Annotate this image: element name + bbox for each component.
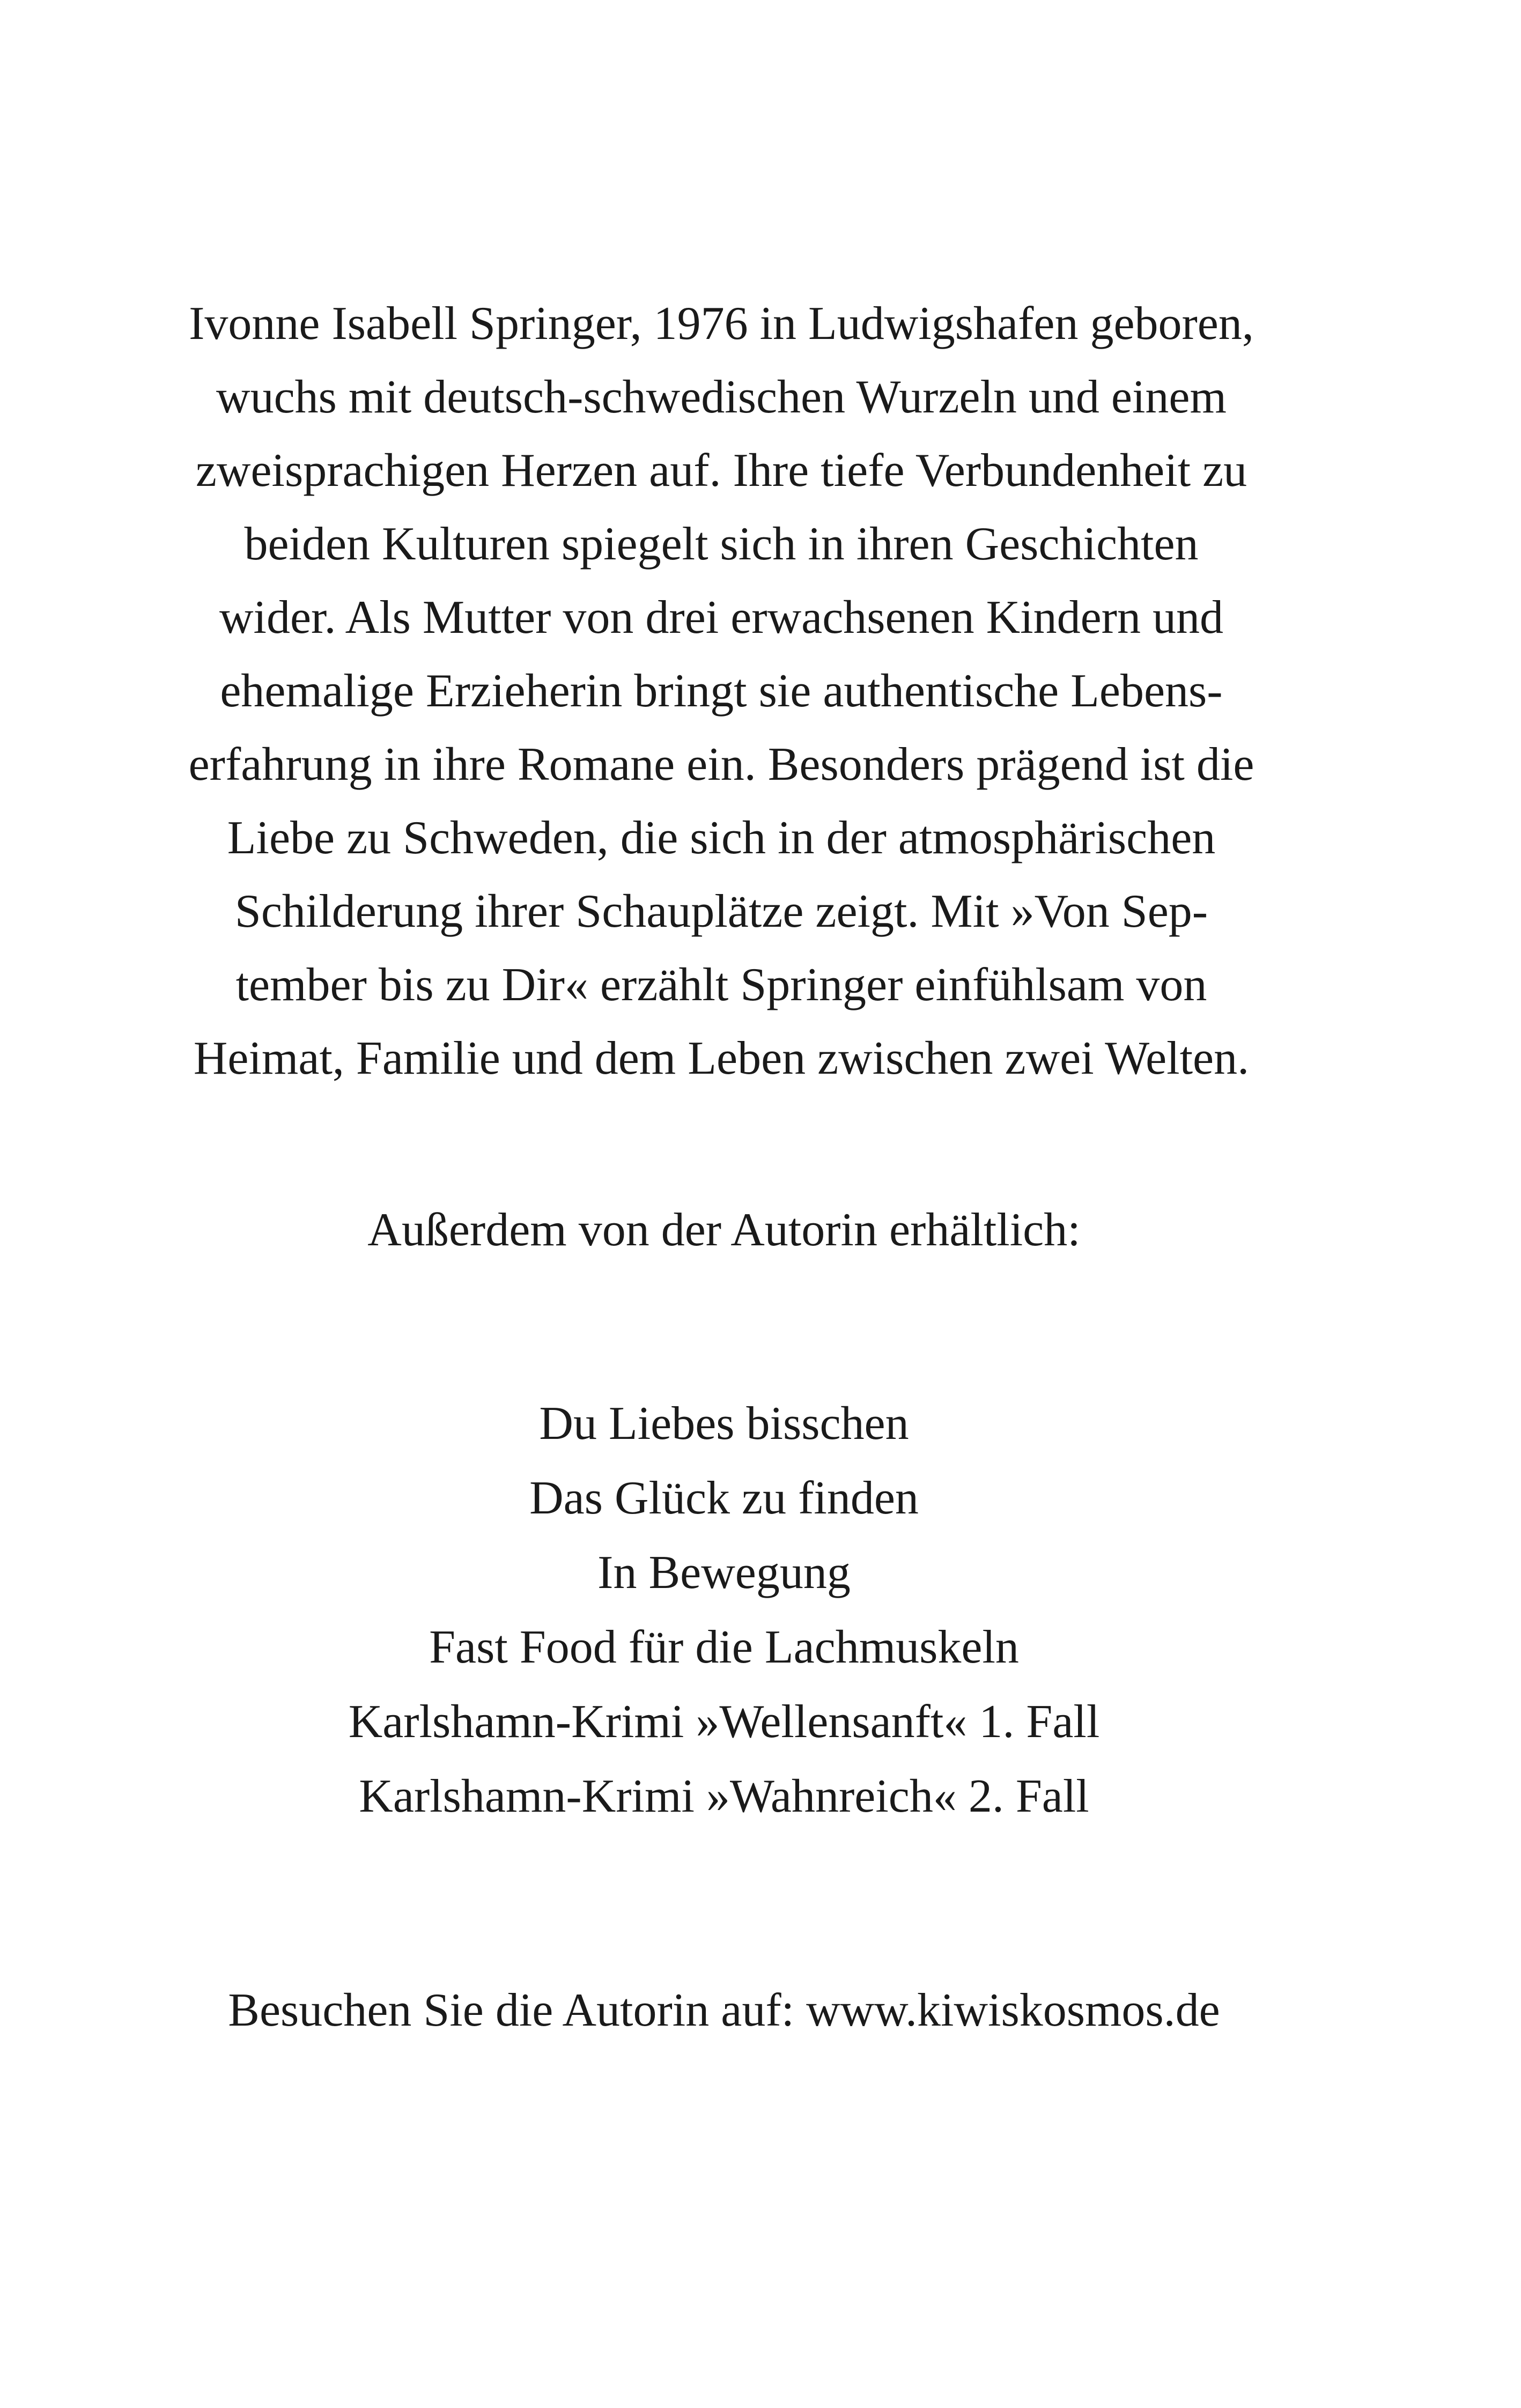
bio-line: Liebe zu Schweden, die sich in der atmosphärischen [227,812,1216,864]
bio-line: Heimat, Familie und dem Leben zwischen zwei Welten. [193,1032,1250,1084]
bio-line: zweisprachigen Herzen auf. Ihre tiefe Verbundenheit zu [195,445,1247,497]
also-available-heading: Außerdem von der Autorin erhältlich: [367,1204,1081,1256]
bio-line: Schilderung ihrer Schauplätze zeigt. Mit »Von Sep- [234,885,1208,937]
author-website-note: Besuchen Sie die Autorin auf: www.kiwiskosmos.de [228,1984,1220,2036]
bio-line: beiden Kulturen spiegelt sich in ihren Geschichten [244,518,1199,570]
book-title: Du Liebes bisschen [539,1398,909,1450]
bio-line: wuchs mit deutsch-schwedischen Wurzeln und einem [216,371,1227,423]
book-list [0,1386,1448,1834]
author-biography [177,287,1266,1095]
bio-line: wider. Als Mutter von drei erwachsenen Kindern und [219,592,1223,644]
bio-line: tember bis zu Dir« erzählt Springer einfühlsam von [235,959,1207,1011]
bio-line: ehemalige Erzieherin bringt sie authentische Lebens- [220,665,1223,717]
book-title: In Bewegung [597,1547,851,1599]
book-title: Fast Food für die Lachmuskeln [429,1621,1019,1673]
bio-line: Ivonne Isabell Springer, 1976 in Ludwigshafen geboren, [189,298,1254,350]
book-title: Karlshamn-Krimi »Wellensanft« 1. Fall [348,1696,1100,1748]
book-title: Karlshamn-Krimi »Wahnreich« 2. Fall [359,1770,1089,1822]
bio-line: erfahrung in ihre Romane ein. Besonders prägend ist die [188,738,1254,791]
book-title: Das Glück zu finden [529,1472,919,1524]
